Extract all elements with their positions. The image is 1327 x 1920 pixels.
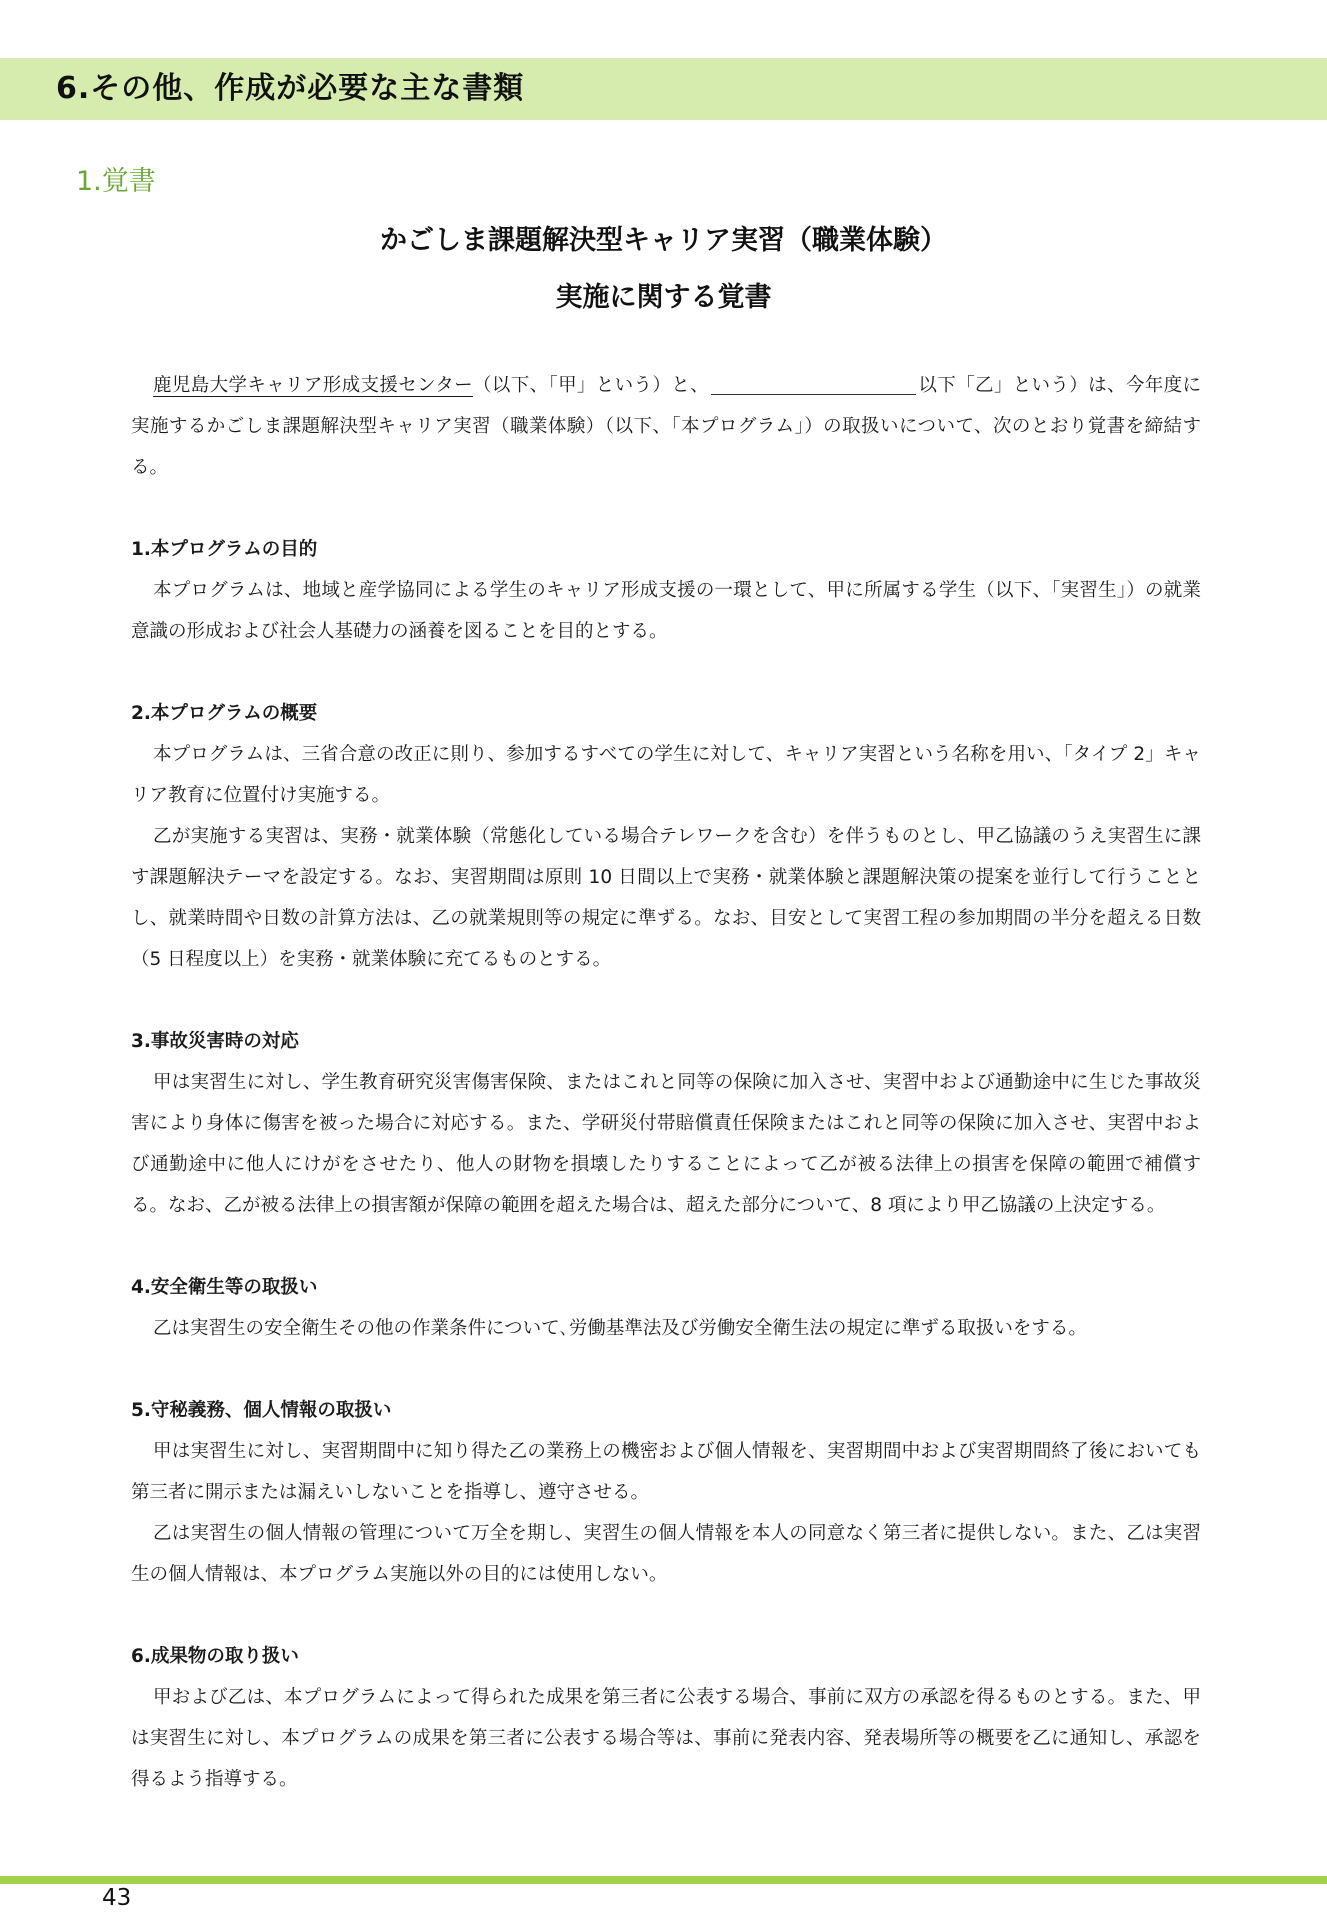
party-a-name: 鹿児島大学キャリア形成支援センター xyxy=(153,375,473,396)
section-1-paragraph-1: 本プログラムは、地域と産学協同による学生のキャリア形成支援の一環として、甲に所属する学生（以下、「実習生」）の就業意識の形成および社会人基礎力の涵養を図ることを目的とする。 xyxy=(131,580,1201,642)
section-5-heading: 5.守秘義務、個人情報の取扱い xyxy=(131,1400,392,1421)
subsection-title: 1.覚書 xyxy=(76,166,156,197)
intro-paragraph xyxy=(131,365,1201,488)
section-6-heading: 6.成果物の取り扱い xyxy=(131,1646,299,1667)
section-4-paragraph-1: 乙は実習生の安全衛生その他の作業条件について､労働基準法及び労働安全衛生法の規定に準ずる取扱いをする。 xyxy=(153,1318,1087,1339)
party-b-blank-line xyxy=(711,372,916,395)
page-number: 43 xyxy=(102,1885,132,1911)
section-3-paragraph-1: 甲は実習生に対し、学生教育研究災害傷害保険、またはこれと同等の保険に加入させ、実習中および通勤途中に生じた事故災害により身体に傷害を被った場合に対応する。また、学研災付帯賠償責任保険またはこれと同等の保険に加入させ、実習中および通勤途中に他人にけがをさせたり、他人の財物を損壊したりすることによって乙が被る法律上の損害を保障の範囲で補償する。なお、乙が被る法律上の損害額が保障の範囲を超えた場合は、超えた部分について、8 項により甲乙協議の上決定する。 xyxy=(131,1072,1201,1216)
document-body xyxy=(131,365,1201,1800)
document-title-line1: かごしま課題解決型キャリア実習（職業体験） xyxy=(380,225,947,256)
section-title: 6.その他、作成が必要な主な書類 xyxy=(56,71,525,106)
intro-text-a: （以下、「甲」という）と、 xyxy=(472,375,709,396)
section-2-paragraph-2: 乙が実施する実習は、実務・就業体験（常態化している場合テレワークを含む）を伴うものとし、甲乙協議のうえ実習生に課す課題解決テーマを設定する。なお、実習期間は原則 10 日間以上で実務・就業体験と課題解決策の提案を並行して行うこととし、就業時間や日数の計算方法は、乙の就業規則等の規定に準ずる。なお、目安として実習工程の参加期間の半分を超える日数（5 日程度以上）を実務・就業体験に充てるものとする。 xyxy=(131,826,1201,970)
section-1-heading: 1.本プログラムの目的 xyxy=(131,539,318,560)
section-5-paragraph-1: 甲は実習生に対し、実習期間中に知り得た乙の業務上の機密および個人情報を、実習期間中および実習期間終了後においても第三者に開示または漏えいしないことを指導し、遵守させる。 xyxy=(131,1441,1201,1503)
section-4-heading: 4.安全衛生等の取扱い xyxy=(131,1277,318,1298)
section-2-paragraph-1: 本プログラムは、三省合意の改正に則り、参加するすべての学生に対して、キャリア実習という名称を用い、「タイプ 2」キャリア教育に位置付け実施する。 xyxy=(131,744,1201,806)
footer-rule xyxy=(0,1876,1327,1884)
intro-text-b: 以下「乙」という）は、今年度に実施するかごしま課題解決型キャリア実習（職業体験）（以下、「本プログラム」）の取扱いについて、次のとおり覚書を締結する。 xyxy=(131,375,1201,478)
document-title-line2: 実施に関する覚書 xyxy=(555,282,772,313)
section-2-heading: 2.本プログラムの概要 xyxy=(131,703,318,724)
section-5-paragraph-2: 乙は実習生の個人情報の管理について万全を期し、実習生の個人情報を本人の同意なく第三者に提供しない。また、乙は実習生の個人情報は、本プログラム実施以外の目的には使用しない。 xyxy=(131,1523,1201,1585)
section-6-paragraph-1: 甲および乙は、本プログラムによって得られた成果を第三者に公表する場合、事前に双方の承認を得るものとする。また、甲は実習生に対し、本プログラムの成果を第三者に公表する場合等は、事前に発表内容、発表場所等の概要を乙に通知し、承認を得るよう指導する。 xyxy=(131,1687,1201,1790)
section-3-heading: 3.事故災害時の対応 xyxy=(131,1031,299,1052)
